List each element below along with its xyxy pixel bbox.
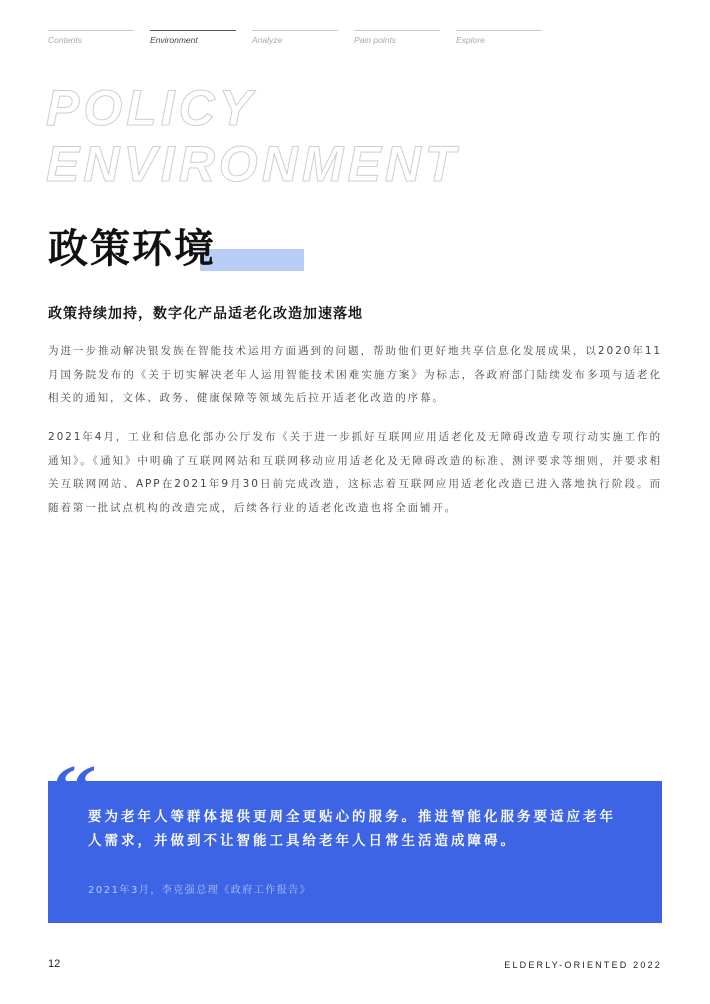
quote-text: 要为老年人等群体提供更周全更贴心的服务。推进智能化服务要适应老年人需求，并做到不让智能工具给老年人日常生活造成障碍。 xyxy=(88,809,616,849)
nav-item-contents[interactable] xyxy=(48,30,134,50)
nav-item-label: Analyze xyxy=(252,35,283,45)
outline-title-line-2: ENVIRONMENT xyxy=(46,136,460,192)
nav-item-label: Pain points xyxy=(354,35,397,45)
nav-item-analyze[interactable] xyxy=(252,30,338,50)
page-title: 政策环境 xyxy=(48,226,216,272)
main-title-block xyxy=(48,222,308,278)
nav-item-bar xyxy=(456,30,542,31)
nav-item-bar xyxy=(252,30,338,31)
nav-item-label: Explore xyxy=(456,35,485,45)
nav-item-label: Contents xyxy=(48,35,83,45)
section-subtitle: 政策持续加持，数字化产品适老化改造加速落地 xyxy=(48,306,363,322)
page-number: 12 xyxy=(48,958,61,970)
nav-item-environment[interactable] xyxy=(150,30,236,50)
nav-item-bar xyxy=(48,30,134,31)
body-paragraph-1: 为进一步推动解决银发族在智能技术运用方面遇到的问题，帮助他们更好地共享信息化发展成果，以2020年11月国务院发布的《关于切实解决老年人运用智能技术困难实施方案》为标志，各政府部门陆续发布多项与适老化相关的通知，文体、政务、健康保障等领域先后拉开适老化改造的序幕。 xyxy=(48,345,662,404)
outline-title-line-1: POLICY xyxy=(46,80,257,136)
footer-brand-text: ELDERLY-ORIENTED 2022 xyxy=(504,960,662,970)
section-nav xyxy=(48,30,545,50)
nav-item-explore[interactable] xyxy=(456,30,542,50)
nav-item-bar xyxy=(354,30,440,31)
quote-source: 2021年3月，李克强总理《政府工作报告》 xyxy=(88,885,312,896)
nav-item-pain-points[interactable] xyxy=(354,30,440,50)
open-quote-icon: “ xyxy=(52,747,97,846)
close-quote-icon: ” xyxy=(616,863,661,962)
nav-item-bar xyxy=(150,30,236,31)
nav-item-label: Environment xyxy=(150,35,198,45)
body-paragraph-2: 2021年4月，工业和信息化部办公厅发布《关于进一步抓好互联网应用适老化及无障碍改造专项行动实施工作的通知》。《通知》中明确了互联网网站和互联网移动应用适老化及无障碍改造的标准、测评要求等细则，并要求相关互联网网站、APP在2021年9月30日前完成改造，这标志着互联网应用适老化改造已进入落地执行阶段。而随着第一批试点机构的改造完成，后续各行业的适老化改造也将全面铺开。 xyxy=(48,431,662,514)
quote-block xyxy=(48,781,662,923)
outline-english-title xyxy=(46,80,459,192)
